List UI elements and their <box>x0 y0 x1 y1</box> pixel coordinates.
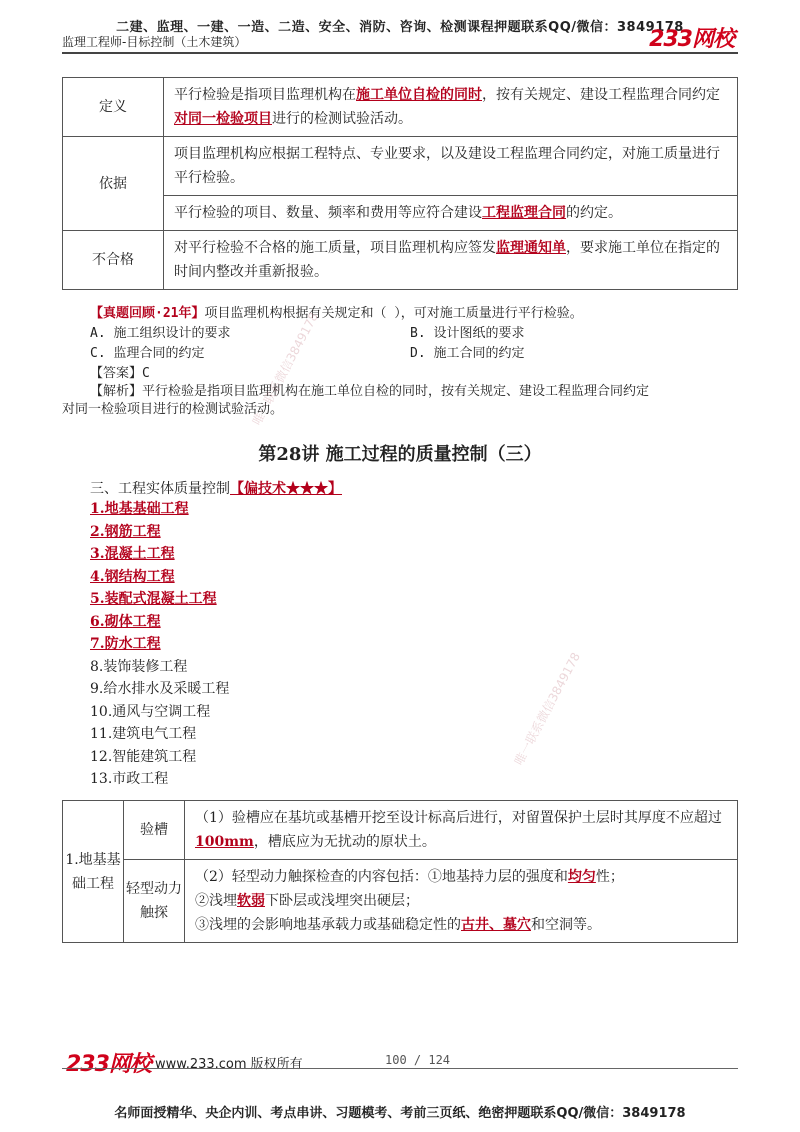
footer-logo: 233网校 <box>66 1052 151 1077</box>
list-item: 6.砌体工程 <box>90 613 161 630</box>
list-item: 13.市政工程 <box>90 771 169 787</box>
basis-cell-2: 平行检验的项目、数量、频率和费用等应符合建设工程监理合同的约定。 <box>164 196 738 231</box>
header-subtitle: 监理工程师-目标控制（土木建筑） <box>62 35 247 49</box>
option-a: A. 施工组织设计的要求 <box>90 326 231 341</box>
unqualified-cell: 对平行检验不合格的施工质量，项目监理机构应签发监理通知单，要求施工单位在指定的时间内整改并重新报验。 <box>164 231 738 290</box>
row-label-unqualified: 不合格 <box>63 231 164 290</box>
foundation-table <box>62 800 738 943</box>
analysis-line-1: 【解析】平行检验是指项目监理机构在施工单位自检的同时，按有关规定、建设工程监理合同约定 <box>90 384 650 399</box>
row-label-trench: 验槽 <box>124 801 185 860</box>
penetration-cell: （2）轻型动力触探检查的内容包括：①地基持力层的强度和均匀性； ②浅埋软弱下卧层或浅埋突出硬层； ③浅埋的会影响地基承载力或基础稳定性的古井、墓穴和空洞等。 <box>185 860 738 943</box>
option-b: B. 设计图纸的要求 <box>410 326 525 341</box>
basis-cell-1: 项目监理机构应根据工程特点、专业要求，以及建设工程监理合同约定，对施工质量进行平行检验。 <box>164 137 738 196</box>
footer-divider <box>62 1068 738 1069</box>
watermark-1: 唯一联系微信3849178 <box>249 310 322 428</box>
header-contact-line: 二建、监理、一建、一造、二造、安全、消防、咨询、检测课程押题联系QQ/微信：3849178 <box>116 20 684 35</box>
list-item: 10.通风与空调工程 <box>90 703 211 720</box>
group-label-foundation: 1.地基基础工程 <box>63 801 124 943</box>
list-item: 1.地基基础工程 <box>90 501 189 517</box>
definition-cell: 平行检验是指项目监理机构在施工单位自检的同时，按有关规定、建设工程监理合同约定对同一检验项目进行的检测试验活动。 <box>164 78 738 137</box>
page-number: 100 / 124 <box>385 1053 451 1067</box>
analysis-line-2: 对同一检验项目进行的检测试验活动。 <box>62 402 284 417</box>
list-item: 3.混凝土工程 <box>90 546 175 562</box>
header-divider <box>62 52 738 54</box>
list-item: 9.给水排水及采暖工程 <box>90 681 230 697</box>
row-label-basis: 依据 <box>63 137 164 231</box>
answer: 【答案】C <box>90 366 150 381</box>
list-item: 2.钢筋工程 <box>90 523 161 540</box>
option-c: C. 监理合同的约定 <box>90 346 205 361</box>
list-item: 5.装配式混凝土工程 <box>90 591 217 607</box>
list-item: 4.钢结构工程 <box>90 568 175 585</box>
lecture-title: 第28讲 施工过程的质量控制（三） <box>258 444 542 465</box>
footer-contact-line: 名师面授精华、央企内训、考点串讲、习题模考、考前三页纸、绝密押题联系QQ/微信：3849178 <box>114 1106 686 1121</box>
list-item: 12.智能建筑工程 <box>90 748 197 765</box>
brand-logo: 233网校 <box>649 27 734 52</box>
question-stem: 【真题回顾·21年】项目监理机构根据有关规定和（ ），可对施工质量进行平行检验。 <box>90 306 583 321</box>
parallel-inspection-table <box>62 77 738 290</box>
list-item: 7.防水工程 <box>90 636 161 652</box>
footer-site: www.233.com 版权所有 <box>155 1057 303 1072</box>
list-item: 11.建筑电气工程 <box>90 726 197 742</box>
row-label-definition: 定义 <box>63 78 164 137</box>
section-heading: 三、工程实体质量控制【偏技术★★★】 <box>90 481 342 497</box>
list-item: 8.装饰装修工程 <box>90 658 188 675</box>
option-d: D. 施工合同的约定 <box>410 346 525 361</box>
item-list <box>90 498 229 791</box>
row-label-penetration: 轻型动力触探 <box>124 860 185 943</box>
trench-cell: （1）验槽应在基坑或基槽开挖至设计标高后进行，对留置保护土层时其厚度不应超过100mm，槽底应为无扰动的原状土。 <box>185 801 738 860</box>
watermark-2: 唯一联系微信3849178 <box>511 650 584 768</box>
